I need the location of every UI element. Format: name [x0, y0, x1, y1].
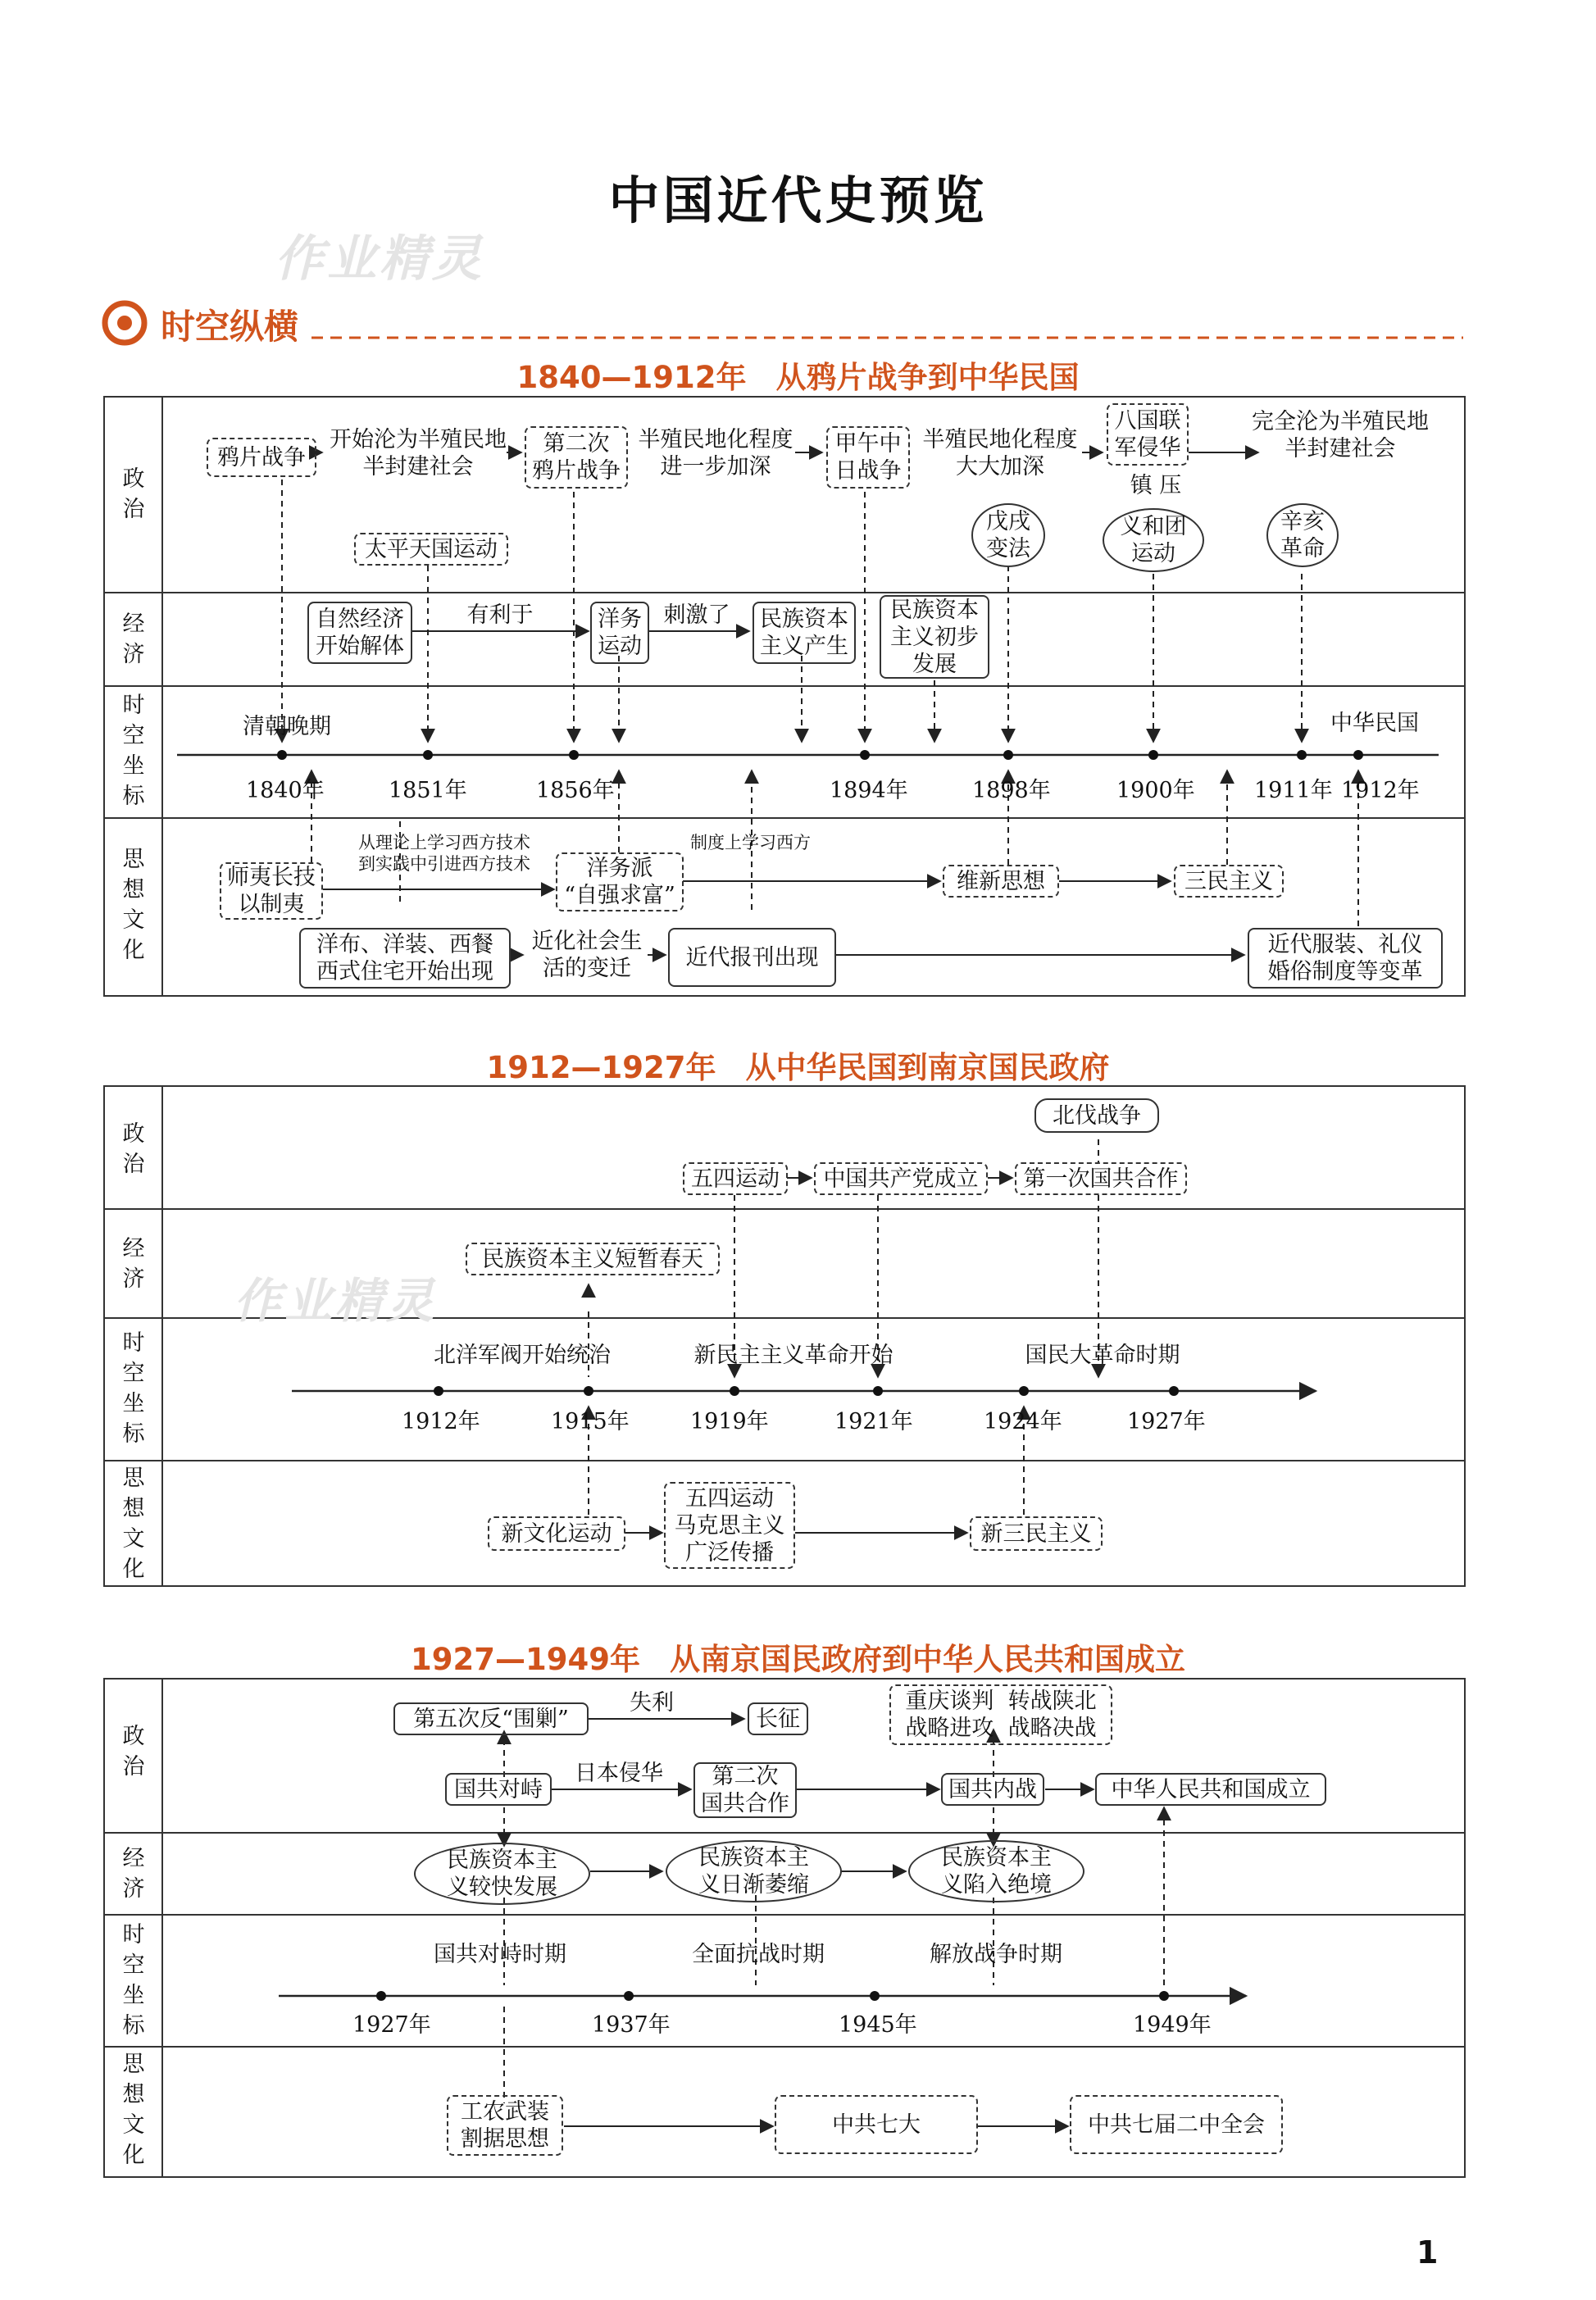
xinhai-oval: 辛亥 革命: [1266, 503, 1339, 567]
year-1919: 1919年: [690, 1409, 769, 1434]
capitalism-early-dev-box: 民族资本 主义初步 发展: [880, 595, 989, 679]
armed-separatism-box: 工农武装 割据思想: [447, 2095, 563, 2156]
year-1900: 1900年: [1116, 778, 1195, 803]
year-1924: 1924年: [984, 1409, 1062, 1434]
period3-heading: [0, 1634, 1596, 1679]
opium-war-box: 鸦片战争: [207, 438, 316, 477]
kmt-ccp-standoff-box: 国共对峙: [445, 1773, 552, 1806]
liberation-war-label: 解放战争时期: [930, 1942, 1062, 1967]
war-resistance-label: 全面抗战时期: [692, 1942, 825, 1967]
seventh-congress-box: 中共七大: [775, 2095, 978, 2154]
defeat-label: 失利: [630, 1690, 674, 1716]
year-1894: 1894年: [830, 778, 908, 803]
year-1911: 1911年: [1254, 778, 1333, 803]
marxism-spread-box: 五四运动 马克思主义 广泛传播: [664, 1482, 795, 1569]
period1-theme: 从鸦片战争到中华民国: [775, 360, 1080, 395]
beneficial-label: 有利于: [466, 602, 534, 628]
modern-customs-box: 近代服装、礼仪 婚俗制度等变革: [1248, 928, 1443, 989]
page-title: 中国近代史预览: [608, 170, 988, 230]
chongqing-negotiation-box: 重庆谈判 转战陕北 战略进攻 战略决战: [889, 1684, 1112, 1745]
newspaper-box: 近代报刊出现: [668, 928, 836, 987]
row-label-culture: 思 想 文 化: [122, 2052, 145, 2168]
year-1898: 1898年: [972, 778, 1051, 803]
japan-invasion-label: 日本侵华: [575, 1761, 663, 1786]
row-label-culture: 思 想 文 化: [122, 847, 145, 963]
period2-heading: [0, 1043, 1596, 1087]
section-title: 时空纵横: [161, 307, 299, 347]
period2-years: 1912—1927年: [486, 1050, 716, 1085]
suppress-label: 镇 压: [1115, 472, 1197, 499]
national-capitalism-box: 民族资本 主义产生: [753, 602, 856, 664]
period1-heading: [0, 352, 1596, 397]
year-1921: 1921年: [834, 1409, 913, 1434]
long-march-box: 长征: [748, 1702, 808, 1735]
new-democratic-label: 新民主主义革命开始: [693, 1343, 893, 1368]
row-label-timeline: 时 空 坐 标: [122, 1922, 145, 2039]
period2-dashed-links: [589, 1139, 1098, 1515]
great-revolution-label: 国民大革命时期: [1025, 1343, 1180, 1368]
year-1851: 1851年: [389, 778, 467, 803]
year-1945: 1945年: [839, 2012, 917, 2038]
western-goods-box: 洋布、洋装、西餐 西式住宅开始出现: [299, 928, 511, 989]
period2-theme: 从中华民国到南京国民政府: [745, 1050, 1110, 1085]
modern-life-label: 近化社会生 活的变迁: [531, 929, 643, 981]
wuxu-reform-oval: 戊戌 变法: [971, 503, 1045, 567]
period3-theme: 从南京国民政府到中华人民共和国成立: [669, 1642, 1185, 1677]
year-1927: 1927年: [1127, 1409, 1206, 1434]
row-label-politics: 政 治: [122, 466, 145, 522]
row-label-timeline: 时 空 坐 标: [122, 1330, 145, 1447]
prc-founded-box: 中华人民共和国成立: [1095, 1773, 1326, 1806]
period3-years: 1927—1949年: [411, 1642, 640, 1677]
year-1912: 1912年: [1341, 778, 1420, 803]
capitalism-growth-oval: 民族资本主 义较快发展: [414, 1843, 590, 1905]
semi-colonial-deepen-label: 半殖民地化程度 进一步加深: [638, 427, 793, 480]
watermark: 作业精灵: [234, 1273, 438, 1329]
capitalism-desperate-oval: 民族资本主 义陷入绝境: [908, 1840, 1084, 1902]
natural-economy-box: 自然经济 开始解体: [307, 602, 412, 664]
full-semi-colonial-label: 完全沦为半殖民地 半封建社会: [1252, 409, 1429, 461]
learn-foreign-box: 师夷长技 以制夷: [220, 862, 323, 920]
standoff-period-label: 国共对峙时期: [434, 1942, 566, 1967]
boxer-oval: 义和团 运动: [1103, 508, 1204, 572]
second-opium-war-box: 第二次 鸦片战争: [525, 426, 628, 489]
target-icon: [105, 303, 144, 343]
roc-label: 中华民国: [1330, 711, 1419, 736]
row-label-economy: 经 济: [122, 611, 145, 667]
northern-expedition-box: 北伐战争: [1034, 1098, 1159, 1133]
new-three-principles-box: 新三民主义: [970, 1516, 1103, 1551]
semi-colonial-begin-label: 开始沦为半殖民地 半封建社会: [330, 427, 507, 480]
civil-war-box: 国共内战: [941, 1773, 1044, 1806]
year-1840: 1840年: [246, 778, 325, 803]
late-qing-label: 清朝晚期: [243, 714, 331, 739]
capitalism-spring-box: 民族资本主义短暂春天: [466, 1243, 720, 1275]
institution-learn-label: 制度上学习西方: [690, 833, 811, 852]
eight-nation-box: 八国联 军侵华: [1107, 403, 1189, 466]
period1-years: 1840—1912年: [516, 360, 747, 395]
semi-colonial-greatly-label: 半殖民地化程度 大大加深: [922, 427, 1078, 480]
stimulated-label: 刺激了: [663, 602, 730, 628]
taiping-box: 太平天国运动: [354, 533, 508, 566]
row-label-economy: 经 济: [122, 1846, 145, 1902]
second-united-front-box: 第二次 国共合作: [693, 1762, 797, 1818]
row-label-politics: 政 治: [122, 1724, 145, 1780]
year-1856: 1856年: [536, 778, 615, 803]
may-fourth-box: 五四运动: [683, 1162, 788, 1195]
year-1912: 1912年: [402, 1409, 480, 1434]
page-number: 1: [1416, 2234, 1439, 2270]
three-principles-box: 三民主义: [1174, 865, 1284, 898]
year-1927: 1927年: [352, 2012, 431, 2038]
row-label-economy: 经 济: [122, 1236, 145, 1292]
watermark: 作业精灵: [275, 230, 484, 288]
year-1937: 1937年: [592, 2012, 671, 2038]
year-1915: 1915年: [551, 1409, 630, 1434]
row-label-culture: 思 想 文 化: [122, 1466, 145, 1582]
ccp-founded-box: 中国共产党成立: [814, 1162, 988, 1195]
year-1949: 1949年: [1133, 2012, 1212, 2038]
learn-tech-label: 从理论上学习西方技术 到实践中引进西方技术: [358, 833, 530, 874]
sino-japanese-war-box: 甲午中 日战争: [826, 426, 910, 489]
reform-thought-box: 维新思想: [943, 865, 1059, 898]
row-label-timeline: 时 空 坐 标: [122, 693, 145, 809]
westernization-box: 洋务 运动: [590, 602, 649, 664]
first-united-front-box: 第一次国共合作: [1015, 1162, 1187, 1195]
fifth-encirclement-box: 第五次反“围剿”: [393, 1702, 589, 1735]
row-label-politics: 政 治: [122, 1121, 145, 1177]
westernization-faction-box: 洋务派 “自强求富”: [556, 852, 684, 911]
capitalism-decline-oval: 民族资本主 义日渐萎缩: [666, 1840, 842, 1902]
new-culture-box: 新文化运动: [488, 1516, 625, 1551]
beiyang-label: 北洋军阀开始统治: [434, 1343, 611, 1368]
second-plenum-box: 中共七届二中全会: [1070, 2095, 1283, 2154]
